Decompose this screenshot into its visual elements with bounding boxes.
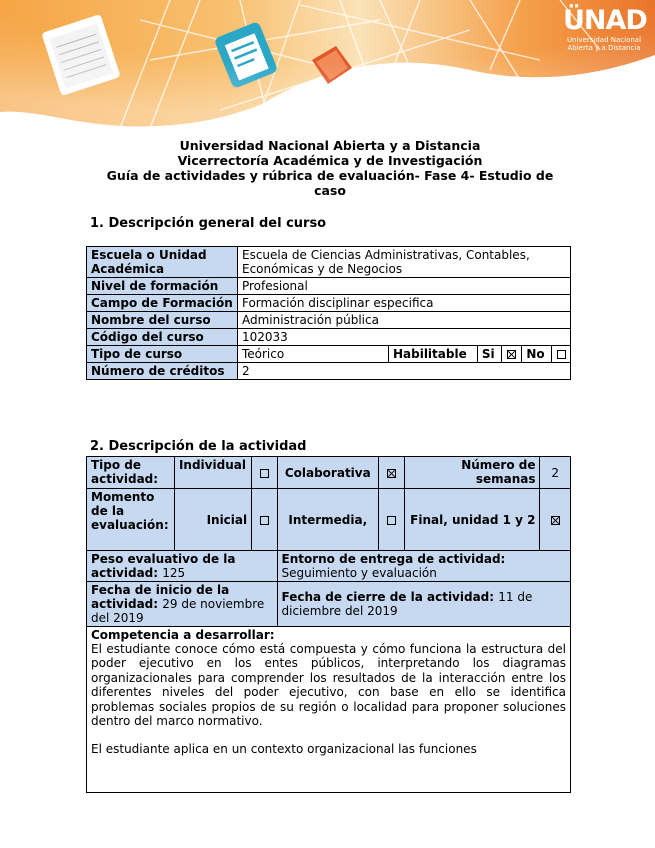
competencia-paragraph-2: El estudiante aplica en un contexto organizacional las funciones [91,742,477,757]
table-row: Momento de la evaluación: Inicial Intermedia, Final, unidad 1 y 2 [87,489,571,551]
activity-table [86,456,571,793]
competencia-paragraph-1: El estudiante conoce cómo está compuesta y cómo funciona la estructura del poder ejecutivo en los entes públicos, interpretando los diagramas organizacionales para comprender los resultados de la interacción entre los diferentes niveles del poder ejecutivo, con base en ello se identifica problemas sociales propios de su región o localidad para proponer soluciones dentro del marco normativo. [91,642,566,729]
checkbox-checked-icon [387,469,396,478]
table-row: Tipo de actividad: Individual Colaborativa Número de semanas 2 [87,457,571,489]
table-row: Nivel de formación Profesional [87,278,571,295]
table-row: Número de créditos 2 [87,363,571,380]
table-row: Campo de Formación Formación disciplinar especifica [87,295,571,312]
checkbox-empty-icon [387,516,396,525]
table-row: Nombre del curso Administración pública [87,312,571,329]
header-banner [0,0,655,128]
table-row: Competencia a desarrollar: El estudiante conoce cómo está compuesta y cómo funciona la estructura del poder ejecutivo en los entes públicos, interpretando los diagramas organizacionales para comprender los resultados de la interacción entre los diferentes niveles del poder ejecutivo, con base en ello se identifica problemas sociales propios de su región o localidad para proponer soluciones dentro del marco normativo. El estudiante aplica en un contexto organizacional las funciones [87,627,571,793]
table-row: Fecha de inicio de la actividad: 29 de noviembre del 2019 Fecha de cierre de la actividad: 11 de diciembre del 2019 [87,582,571,627]
document-title: Universidad Nacional Abierta y a Distancia Vicerrectoría Académica y de Investigación Guía de actividades y rúbrica de evaluación- Fase 4- Estudio de caso [106,138,554,198]
banner-illustration [0,0,655,128]
unad-logo: ÜNAD Universidad Nacional Abierta y a Distancia [563,5,647,52]
checkbox-empty-icon [260,469,269,478]
table-row: Peso evaluativo de la actividad: 125 Entorno de entrega de actividad: Seguimiento y evaluación [87,551,571,582]
table-row: Código del curso 102033 [87,329,571,346]
checkbox-empty-icon [260,516,269,525]
section-heading-2: 2. Descripción de la actividad [90,439,307,454]
course-info-table [86,246,571,380]
checkbox-empty-icon [557,350,566,359]
table-row: Escuela o Unidad Académica Escuela de Ciencias Administrativas, Contables, Económicas y de Negocios [87,247,571,278]
table-row: Tipo de curso Teórico Habilitable Si No [87,346,571,363]
section-heading-1: 1. Descripción general del curso [90,216,327,231]
checkbox-checked-icon [551,516,560,525]
checkbox-checked-icon [507,350,516,359]
